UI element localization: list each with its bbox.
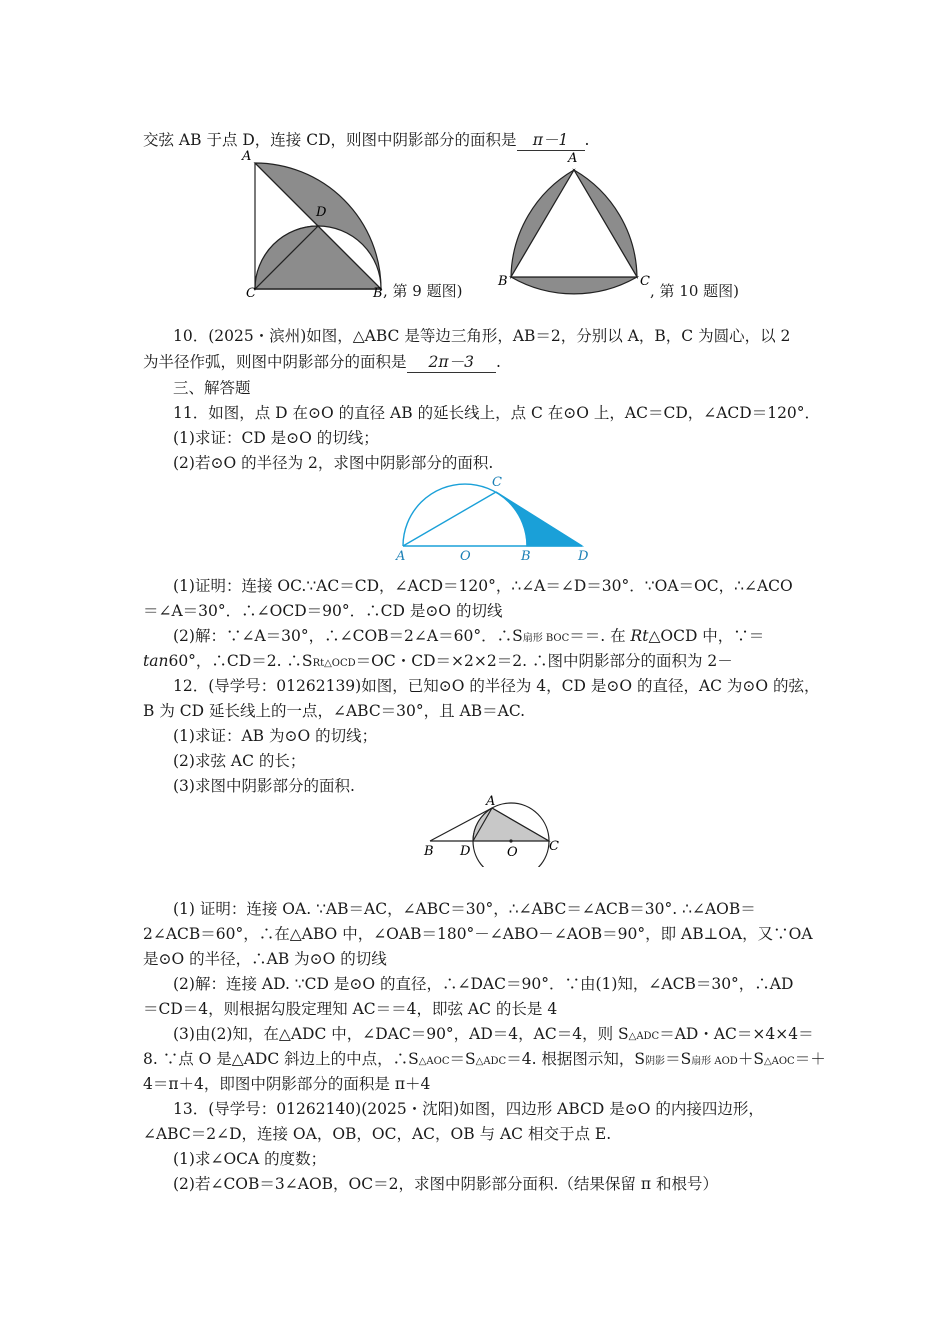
q12-part2: (2)求弦 AC 的长； [173, 752, 306, 770]
fig12-label-b: B [424, 844, 434, 859]
q10-answer: 2π－3 [407, 352, 496, 373]
fig9-caption: , 第 9 题图) [383, 282, 463, 300]
q12-part1: (1)求证：AB 为⊙O 的切线； [173, 727, 378, 745]
figure-9 [236, 148, 396, 298]
q12-solution-3b: 8. ∵点 O 是△ADC 斜边上的中点，∴S△AOC＝S△ADC＝4. 根据图示知，S阴影＝S扇形 AOD＋S△AOC＝＋ [143, 1050, 826, 1068]
fig11-label-a: A [396, 549, 406, 562]
q11-solution-2b: tan60°，∴CD＝2. ∴SRt△OCD＝OC・CD＝×2×2＝2. ∴图中阴影部分的面积为 2－ [143, 652, 733, 670]
q11-part1: (1)求证：CD 是⊙O 的切线； [173, 429, 379, 447]
q12-solution-1a: (1) 证明：连接 OA. ∵AB＝AC，∠ABC＝30°，∴∠ABC＝∠ACB＝30°. ∴∠AOB＝ [173, 900, 756, 918]
figure-12 [418, 795, 568, 867]
q9-text: 交弦 AB 于点 D，连接 CD，则图中阴影部分的面积是 [143, 131, 517, 149]
fig12-label-c: C [549, 839, 559, 854]
fig10-caption: , 第 10 题图) [650, 282, 740, 300]
figure-11 [392, 470, 602, 562]
q12-solution-2b: ＝CD＝4，则根据勾股定理知 AC＝＝4，即弦 AC 的长是 4 [143, 1000, 558, 1018]
q12-part3: (3)求图中阴影部分的面积. [173, 777, 355, 795]
q10-line1: 10．(2025・滨州)如图，△ABC 是等边三角形，AB＝2，分别以 A，B，C 为圆心，以 2 [173, 327, 791, 345]
q9-answer-line: 交弦 AB 于点 D，连接 CD，则图中阴影部分的面积是 π－1 . [143, 131, 590, 149]
fig10-label-b: B [498, 274, 508, 289]
fig9-label-a: A [242, 149, 252, 164]
fig9-label-c: C [246, 286, 256, 298]
fig9-label-d: D [316, 205, 327, 220]
fig10-label-a: A [568, 151, 578, 166]
fig12-label-d: D [460, 844, 471, 859]
figure-10 [494, 148, 654, 300]
section-heading: 三、解答题 [173, 379, 251, 397]
q11-stem: 11．如图，点 D 在⊙O 的直径 AB 的延长线上，点 C 在⊙O 上，AC＝CD，∠ACD＝120°． [173, 404, 821, 422]
fig11-label-d: D [578, 549, 589, 562]
q12-stem-1: 12．(导学号：01262139)如图，已知⊙O 的半径为 4，CD 是⊙O 的直径，AC 为⊙O 的弦， [173, 677, 820, 695]
q10-line2: 为半径作弧，则图中阴影部分的面积是 2π－3 . [143, 353, 501, 371]
q13-stem-1: 13．(导学号：01262140)(2025・沈阳)如图，四边形 ABCD 是⊙O 的内接四边形， [173, 1100, 764, 1118]
q9-answer: π－1 [517, 130, 585, 151]
q12-solution-3a: (3)由(2)知，在△ADC 中，∠DAC＝90°，AD＝4，AC＝4，则 S△ADC＝AD・AC＝×4×4＝ [173, 1025, 814, 1043]
q11-part2: (2)若⊙O 的半径为 2，求图中阴影部分的面积. [173, 454, 494, 472]
q12-solution-2a: (2)解：连接 AD. ∵CD 是⊙O 的直径，∴∠DAC＝90°．∵由(1)知，∠ACB＝30°，∴AD [173, 975, 794, 993]
fig9-label-b: B [373, 286, 383, 298]
fig11-label-b: B [521, 549, 531, 562]
fig10-label-c: C [640, 274, 650, 289]
q12-solution-1b: 2∠ACB＝60°，∴在△ABO 中，∠OAB＝180°－∠ABO－∠AOB＝90°，即 AB⊥OA，又∵OA [143, 925, 813, 943]
q11-solution-1b: ＝∠A＝30°．∴∠OCD＝90°．∴CD 是⊙O 的切线 [143, 602, 503, 620]
fig12-label-o: O [507, 845, 518, 860]
fig12-label-a: A [486, 795, 496, 809]
q11-solution-1a: (1)证明：连接 OC.∵AC＝CD，∠ACD＝120°，∴∠A＝∠D＝30°．∵OA＝OC，∴∠ACO [173, 577, 793, 595]
q13-part1: (1)求∠OCA 的度数； [173, 1150, 327, 1168]
q13-part2: (2)若∠COB＝3∠AOB，OC＝2，求图中阴影部分面积.（结果保留 π 和根号） [173, 1175, 718, 1193]
fig11-label-o: O [460, 549, 471, 562]
q12-solution-1c: 是⊙O 的半径，∴AB 为⊙O 的切线 [143, 950, 387, 968]
q11-solution-2a: (2)解：∵∠A＝30°，∴∠COB＝2∠A＝60°．∴S扇形 BOC＝＝. 在 Rt△OCD 中，∵＝ [173, 627, 765, 645]
q12-solution-3c: 4＝π＋4，即图中阴影部分的面积是 π＋4 [143, 1075, 431, 1093]
q12-stem-2: B 为 CD 延长线上的一点，∠ABC＝30°，且 AB＝AC. [143, 702, 526, 720]
q13-stem-2: ∠ABC＝2∠D，连接 OA，OB，OC，AC，OB 与 AC 相交于点 E. [143, 1125, 612, 1143]
fig11-label-c: C [492, 475, 502, 490]
